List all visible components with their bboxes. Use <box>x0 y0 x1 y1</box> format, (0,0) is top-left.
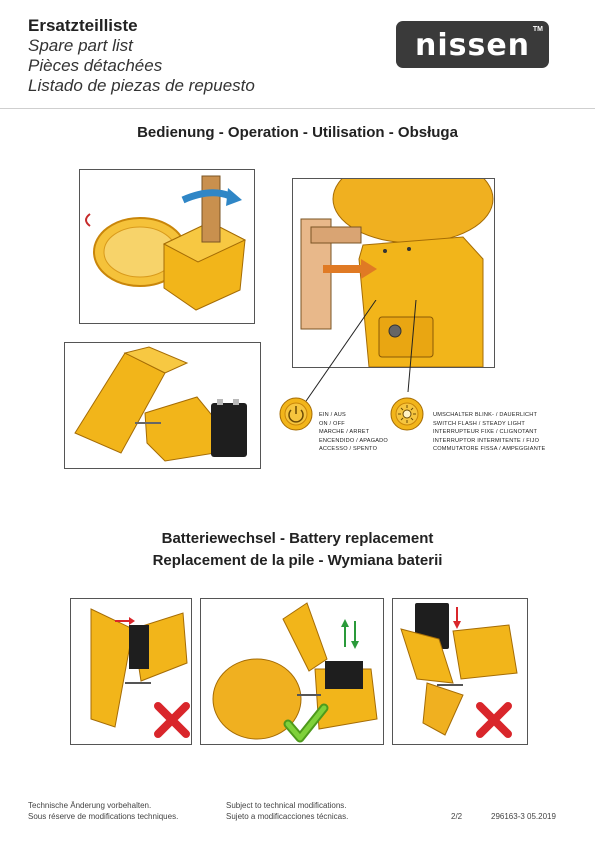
header-divider <box>0 108 595 109</box>
power-label-en: ON / OFF <box>319 420 345 427</box>
title-de: Ersatzteilliste <box>28 16 138 35</box>
lamp-open-battery-image <box>64 342 261 469</box>
logo-wordmark: nissen <box>414 28 531 63</box>
mode-label-fr: INTERRUPTEUR FIXE / CLIGNOTANT <box>433 429 538 436</box>
title-en: Spare part list <box>28 36 133 55</box>
footer-line-de: Technische Änderung vorbehalten. <box>28 801 152 810</box>
mode-switch-labels <box>433 411 546 454</box>
title-fr: Pièces détachées <box>28 56 163 75</box>
switch-pointer-lines <box>290 300 430 410</box>
battery-heading-line1: Batteriewechsel - Battery replacement <box>161 530 434 547</box>
power-switch-icon <box>279 397 313 431</box>
power-label-es: ENCENDIDO / APAGADO <box>319 437 388 444</box>
footer-line-fr: Sous réserve de modifications techniques. <box>28 812 179 821</box>
battery-heading-line2: Replacement de la pile - Wymiana baterii <box>152 552 443 569</box>
title-es: Listado de piezas de repuesto <box>28 76 255 95</box>
mode-label-en: SWITCH FLASH / STEADY LIGHT <box>433 420 526 427</box>
incorrect-cross-icon-1 <box>152 700 192 740</box>
mode-switch-icon <box>390 397 424 431</box>
footer-line-es: Sujeto a modificacciones técnicas. <box>226 812 349 821</box>
mode-label-es: INTERRUPTOR INTERMITENTE / FIJO <box>433 437 540 444</box>
page-number: 2/2 <box>451 812 463 821</box>
document-titles <box>28 16 255 96</box>
mode-label-de: UMSCHALTER BLINK- / DAUERLICHT <box>433 412 538 418</box>
mode-label-it: COMMUTATORE FISSA / AMPEGGIANTE <box>433 446 546 453</box>
footer-disclaimer-de-fr <box>28 800 178 822</box>
footer-disclaimer-en-es <box>226 800 348 822</box>
correct-check-icon <box>283 700 329 746</box>
incorrect-cross-icon-2 <box>474 700 514 740</box>
power-label-de: EIN / AUS <box>319 412 346 418</box>
operation-heading: Bedienung - Operation - Utilisation - Obsługa <box>137 124 458 141</box>
power-label-fr: MARCHE / ARRET <box>319 429 370 436</box>
power-label-it: ACCESSO / SPENTO <box>319 446 378 453</box>
power-switch-labels <box>319 411 388 454</box>
footer-line-en: Subject to technical modifications. <box>226 801 347 810</box>
logo-trademark: TM <box>532 26 543 33</box>
nissen-logo <box>396 21 549 68</box>
document-number: 296163-3 05.2019 <box>491 812 556 821</box>
lamp-mounting-image <box>79 169 255 324</box>
